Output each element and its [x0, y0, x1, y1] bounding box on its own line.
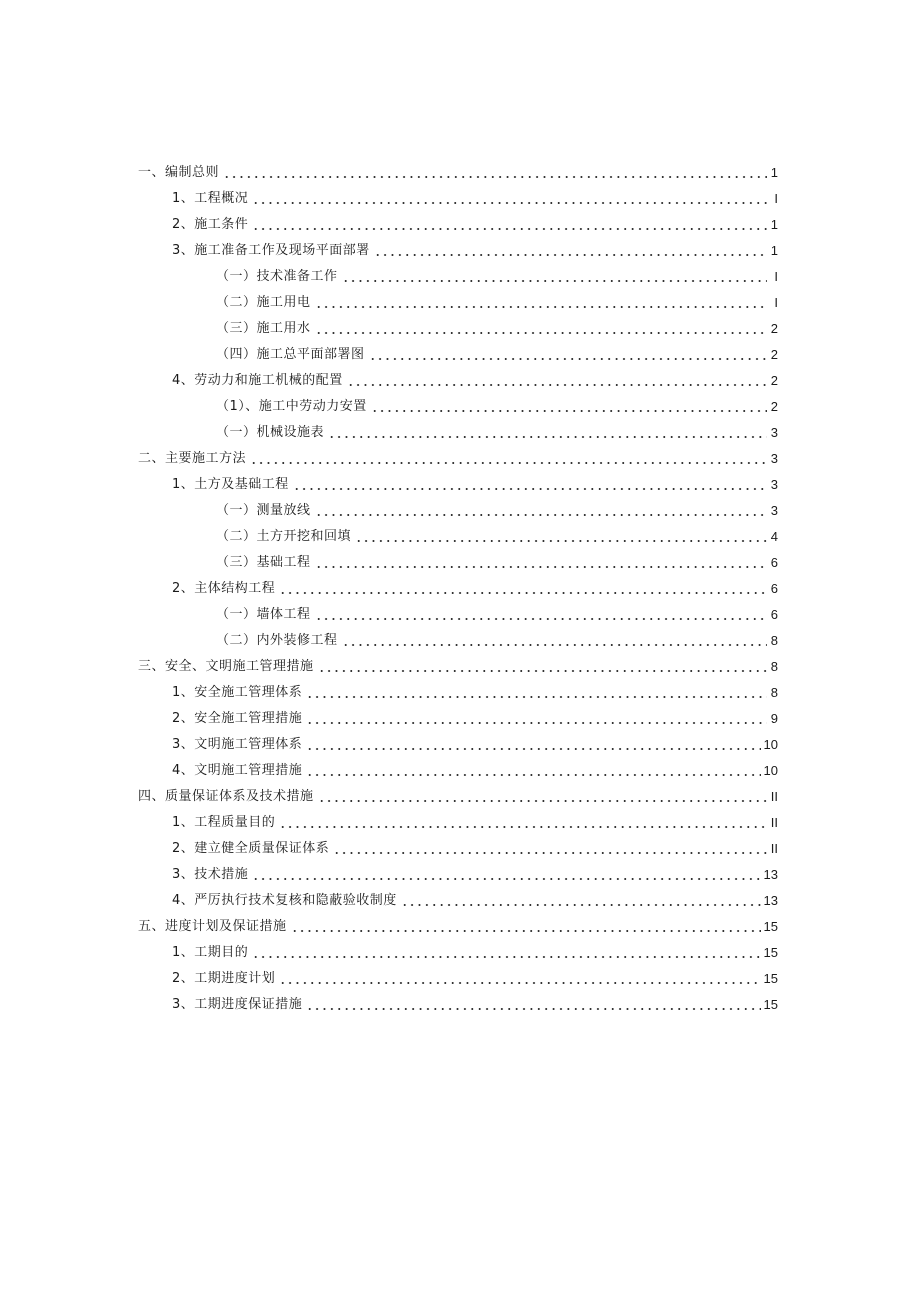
toc-entry-page-number: II [770, 841, 778, 856]
toc-entry[interactable] [0, 472, 920, 498]
toc-entry-title: 五、进度计划及保证措施 [138, 919, 287, 934]
toc-entry[interactable] [0, 914, 920, 940]
toc-entry[interactable] [0, 342, 920, 368]
toc-entry[interactable] [0, 160, 920, 186]
toc-entry-page-number: 8 [770, 633, 778, 648]
toc-entry-title: （二）内外装修工程 [216, 633, 338, 648]
toc-entry[interactable] [0, 810, 920, 836]
toc-dot-leader [315, 607, 767, 623]
toc-dot-leader [279, 581, 767, 597]
toc-entry-title: 1、工程质量目的 [172, 815, 276, 830]
toc-entry-title: （一）测量放线 [216, 503, 311, 518]
toc-entry-page-number: 4 [770, 529, 778, 544]
toc-entry-title: 3、工期进度保证措施 [172, 997, 303, 1012]
toc-entry-title: 2、建立健全质量保证体系 [172, 841, 330, 856]
toc-entry-title: （二）施工用电 [216, 295, 311, 310]
toc-entry-title: 一、编制总则 [138, 165, 220, 180]
toc-dot-leader [333, 841, 767, 857]
toc-entry-page-number: 8 [770, 659, 778, 674]
toc-entry-title: 1、土方及基础工程 [172, 477, 289, 492]
toc-entry-page-number: 2 [770, 321, 778, 336]
toc-dot-leader [318, 789, 767, 805]
toc-entry-title: 三、安全、文明施工管理措施 [138, 659, 314, 674]
toc-entry[interactable] [0, 888, 920, 914]
toc-entry[interactable] [0, 732, 920, 758]
toc-entry-page-number: 10 [763, 737, 778, 752]
toc-entry[interactable] [0, 186, 920, 212]
toc-entry-title: （二）土方开挖和回填 [216, 529, 352, 544]
toc-entry-title: （三）基础工程 [216, 555, 311, 570]
toc-entry-title: （一）机械设施表 [216, 425, 325, 440]
toc-dot-leader [315, 555, 767, 571]
toc-dot-leader [315, 295, 767, 311]
toc-entry-page-number: 13 [763, 893, 778, 908]
toc-entry[interactable] [0, 628, 920, 654]
toc-entry-title: （三）施工用水 [216, 321, 311, 336]
toc-dot-leader [306, 685, 767, 701]
toc-dot-leader [347, 373, 767, 389]
toc-dot-leader [401, 893, 761, 909]
toc-entry-title: 2、工期进度计划 [172, 971, 276, 986]
toc-dot-leader [342, 633, 767, 649]
toc-entry[interactable] [0, 758, 920, 784]
toc-entry[interactable] [0, 992, 920, 1018]
toc-dot-leader [328, 425, 767, 441]
toc-entry-title: 二、主要施工方法 [138, 451, 247, 466]
toc-entry-page-number: 9 [770, 711, 778, 726]
toc-entry[interactable] [0, 316, 920, 342]
toc-entry-title: （1）、施工中劳动力安置 [216, 399, 367, 414]
toc-dot-leader [315, 321, 767, 337]
toc-entry-page-number: 3 [770, 477, 778, 492]
toc-entry[interactable] [0, 550, 920, 576]
toc-dot-leader [291, 919, 761, 935]
toc-entry-title: 4、劳动力和施工机械的配置 [172, 373, 343, 388]
toc-entry-title: 3、文明施工管理体系 [172, 737, 303, 752]
toc-entry-page-number: II [770, 789, 778, 804]
toc-entry-page-number: 13 [763, 867, 778, 882]
toc-entry[interactable] [0, 680, 920, 706]
toc-dot-leader [369, 347, 767, 363]
toc-entry[interactable] [0, 576, 920, 602]
toc-entry[interactable] [0, 706, 920, 732]
toc-entry[interactable] [0, 836, 920, 862]
toc-entry-title: 4、文明施工管理措施 [172, 763, 303, 778]
toc-entry[interactable] [0, 602, 920, 628]
toc-entry-page-number: I [774, 191, 778, 206]
toc-entry[interactable] [0, 524, 920, 550]
toc-entry-title: （一）技术准备工作 [216, 269, 338, 284]
toc-entry-page-number: II [770, 815, 778, 830]
toc-dot-leader [306, 711, 767, 727]
toc-entry-page-number: 15 [763, 945, 778, 960]
toc-entry-page-number: 2 [770, 373, 778, 388]
toc-dot-leader [342, 269, 767, 285]
toc-dot-leader [252, 867, 760, 883]
toc-entry[interactable] [0, 420, 920, 446]
toc-entry[interactable] [0, 862, 920, 888]
toc-entry[interactable] [0, 966, 920, 992]
toc-entry[interactable] [0, 446, 920, 472]
table-of-contents [0, 160, 920, 1018]
toc-entry-page-number: 15 [763, 997, 778, 1012]
toc-entry-page-number: 10 [763, 763, 778, 778]
toc-entry-title: 4、严厉执行技术复核和隐蔽验收制度 [172, 893, 397, 908]
toc-entry[interactable] [0, 212, 920, 238]
toc-entry[interactable] [0, 784, 920, 810]
toc-entry-page-number: 15 [763, 919, 778, 934]
toc-entry-title: 3、技术措施 [172, 867, 249, 882]
toc-entry[interactable] [0, 654, 920, 680]
toc-entry[interactable] [0, 940, 920, 966]
toc-entry-title: 1、工程概况 [172, 191, 249, 206]
toc-dot-leader [279, 971, 760, 987]
toc-entry[interactable] [0, 498, 920, 524]
toc-entry-title: 2、安全施工管理措施 [172, 711, 303, 726]
toc-entry-title: （四）施工总平面部署图 [216, 347, 365, 362]
toc-entry-title: 2、施工条件 [172, 217, 249, 232]
toc-dot-leader [371, 399, 767, 415]
toc-entry-page-number: 1 [770, 243, 778, 258]
toc-dot-leader [293, 477, 767, 493]
toc-dot-leader [306, 763, 760, 779]
toc-entry-title: 2、主体结构工程 [172, 581, 276, 596]
toc-entry[interactable] [0, 290, 920, 316]
toc-entry-page-number: 2 [770, 347, 778, 362]
toc-entry-title: 四、质量保证体系及技术措施 [138, 789, 314, 804]
toc-entry-page-number: 8 [770, 685, 778, 700]
toc-entry-title: 3、施工准备工作及现场平面部署 [172, 243, 370, 258]
toc-entry-page-number: 1 [770, 217, 778, 232]
toc-dot-leader [306, 737, 760, 753]
toc-entry-page-number: 3 [770, 503, 778, 518]
toc-entry[interactable] [0, 238, 920, 264]
toc-dot-leader [252, 945, 760, 961]
toc-dot-leader [250, 451, 767, 467]
toc-entry-title: （一）墙体工程 [216, 607, 311, 622]
toc-entry-page-number: 6 [770, 607, 778, 622]
toc-entry-page-number: 3 [770, 425, 778, 440]
toc-entry-page-number: 3 [770, 451, 778, 466]
toc-dot-leader [318, 659, 767, 675]
toc-entry-page-number: I [774, 269, 778, 284]
toc-dot-leader [355, 529, 767, 545]
toc-entry-page-number: 1 [770, 165, 778, 180]
toc-dot-leader [223, 165, 767, 181]
toc-entry-title: 1、安全施工管理体系 [172, 685, 303, 700]
toc-entry[interactable] [0, 264, 920, 290]
toc-entry-page-number: 6 [770, 555, 778, 570]
toc-dot-leader [315, 503, 767, 519]
toc-entry[interactable] [0, 368, 920, 394]
toc-entry-page-number: I [774, 295, 778, 310]
toc-entry-page-number: 15 [763, 971, 778, 986]
toc-dot-leader [279, 815, 767, 831]
toc-entry-page-number: 6 [770, 581, 778, 596]
toc-dot-leader [306, 997, 760, 1013]
toc-entry-title: 1、工期目的 [172, 945, 249, 960]
toc-entry-page-number: 2 [770, 399, 778, 414]
toc-dot-leader [252, 191, 767, 207]
toc-dot-leader [252, 217, 767, 233]
toc-entry[interactable] [0, 394, 920, 420]
toc-dot-leader [374, 243, 767, 259]
